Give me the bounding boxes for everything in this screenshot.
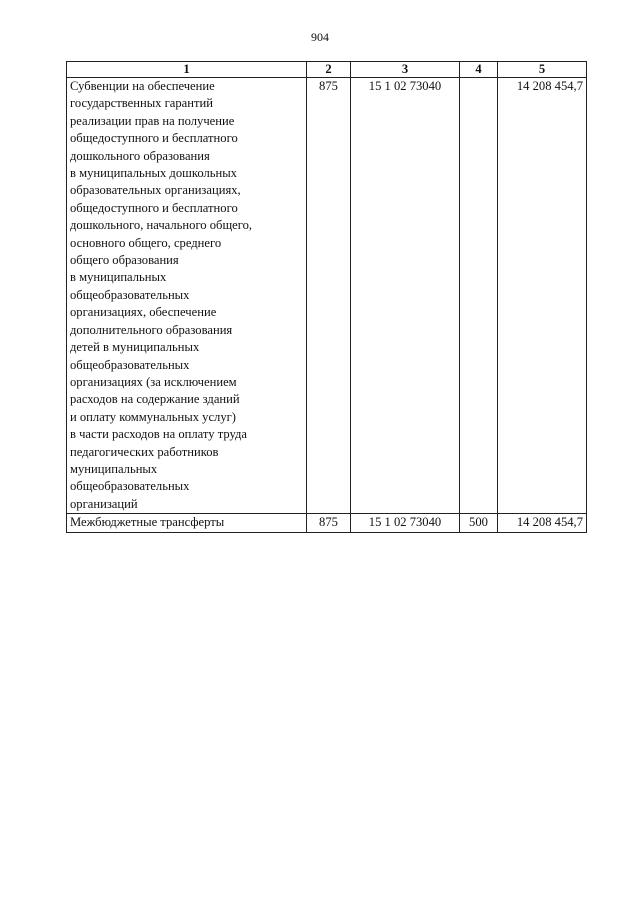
description-line: в муниципальных [70, 270, 167, 285]
description-line: организаций [70, 496, 138, 511]
description-line: реализации прав на получение [70, 113, 235, 128]
description-line: общеобразовательных [70, 479, 190, 494]
description-line: общеобразовательных [70, 357, 190, 372]
table-row [67, 78, 587, 514]
description-line: дошкольного, начального общего, [70, 218, 253, 233]
row-description [67, 514, 307, 532]
row-code-expense-type: 500 [460, 514, 498, 532]
description-line: дополнительного образования [70, 322, 233, 337]
description-line: Субвенции на обеспечение [70, 79, 215, 93]
header-row [67, 62, 587, 78]
page-number: 904 [311, 30, 329, 44]
description-line: организациях, обеспечение [70, 305, 217, 320]
row-code-main-manager: 875 [307, 78, 351, 514]
description-line: и оплату коммунальных услуг) [70, 409, 236, 424]
description-line: общеобразовательных [70, 287, 190, 302]
description-line: общедоступного и бесплатного [70, 131, 238, 146]
description-line: расходов на содержание зданий [70, 392, 240, 407]
row-code-target-item: 15 1 02 73040 [351, 514, 460, 532]
description-line: муниципальных [70, 461, 158, 476]
header-col-5: 5 [498, 62, 587, 78]
row-code-main-manager: 875 [307, 514, 351, 532]
description-line: организациях (за исключением [70, 374, 237, 389]
table-row [67, 514, 587, 532]
row-description [67, 78, 307, 514]
header-col-1: 1 [67, 62, 307, 78]
row-code-expense-type [460, 78, 498, 514]
row-amount: 14 208 454,7 [498, 514, 587, 532]
description-line: образовательных организациях, [70, 183, 241, 198]
description-line: детей в муниципальных [70, 340, 200, 355]
description-line: в муниципальных дошкольных [70, 166, 237, 181]
description-line: общего образования [70, 253, 179, 268]
row-amount: 14 208 454,7 [498, 78, 587, 514]
budget-table [66, 61, 587, 533]
header-col-2: 2 [307, 62, 351, 78]
row-code-target-item: 15 1 02 73040 [351, 78, 460, 514]
description-line: педагогических работников [70, 444, 219, 459]
header-col-4: 4 [460, 62, 498, 78]
description-line: дошкольного образования [70, 148, 210, 163]
description-line: государственных гарантий [70, 96, 213, 111]
description-line: Межбюджетные трансферты [70, 515, 225, 530]
description-line: основного общего, среднего [70, 235, 222, 250]
description-line: в части расходов на оплату труда [70, 427, 247, 442]
description-line: общедоступного и бесплатного [70, 200, 238, 215]
header-col-3: 3 [351, 62, 460, 78]
